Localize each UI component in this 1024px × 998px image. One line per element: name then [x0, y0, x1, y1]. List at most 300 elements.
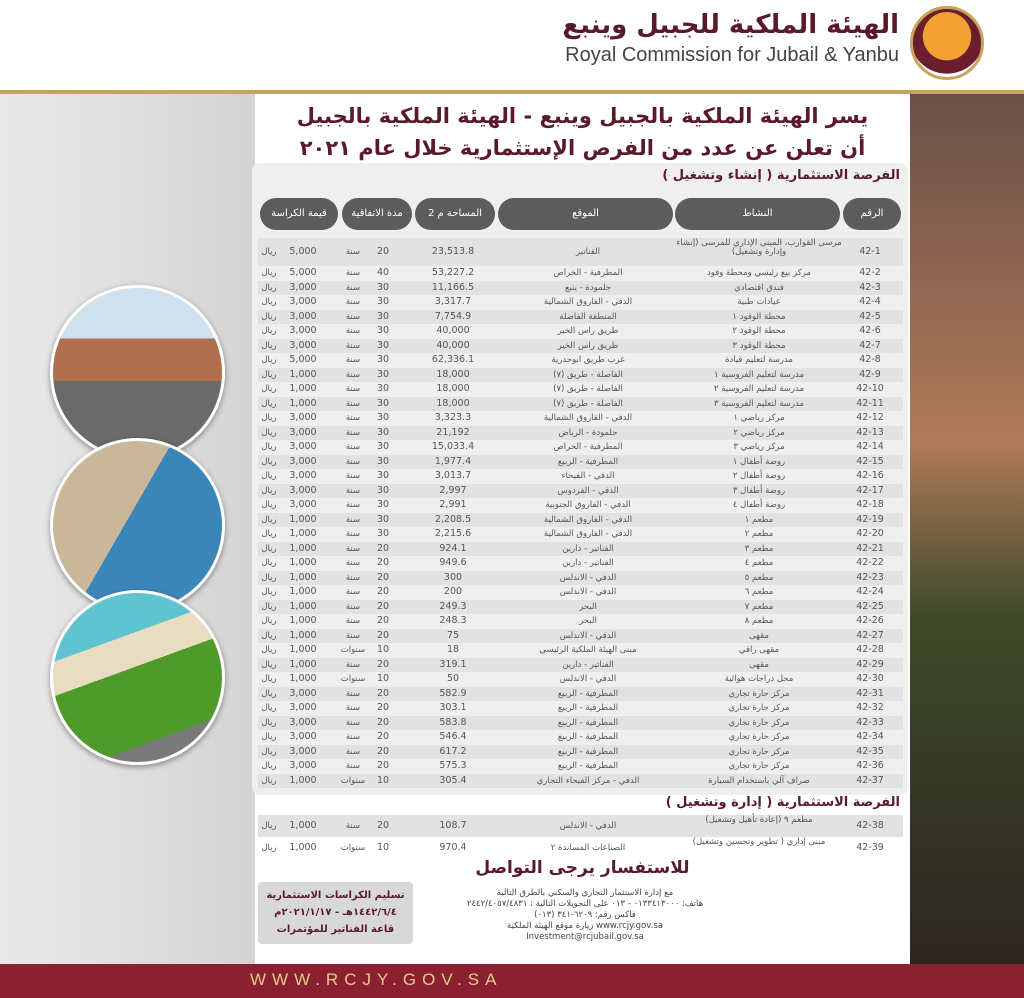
row-price: 3,000: [289, 484, 317, 496]
row-price: 3,000: [289, 499, 317, 510]
row-price: 3,000: [289, 281, 317, 293]
row-location: الدفي - الفردوس: [557, 485, 619, 496]
row-duration-unit: سنة: [345, 442, 361, 452]
table-row: [258, 426, 903, 441]
row-price: 3,000: [289, 731, 317, 742]
row-price: 3,000: [289, 687, 317, 699]
row-duration: 20: [376, 760, 390, 771]
table-row: [258, 585, 903, 600]
row-price: 1,000: [289, 673, 317, 684]
row-activity: مبنى إداري ( تطوير وتحسين وتشغيل): [692, 837, 826, 847]
row-duration-unit: سنة: [345, 413, 361, 423]
row-price: 3,000: [289, 310, 317, 322]
row-number: 42-25: [856, 600, 884, 612]
row-number: 42-7: [859, 339, 881, 351]
announcement-subtitle: أن تعلن عن عدد من الفرص الإستثمارية خلال عام ٢٠٢١: [299, 136, 866, 160]
row-duration-unit: سنة: [345, 355, 361, 365]
row-price: 3,000: [289, 339, 317, 351]
row-price: 3,000: [289, 716, 317, 728]
row-activity: محطة الوقود ١: [732, 311, 786, 322]
table-row: [258, 815, 903, 837]
row-duration: 40: [376, 267, 390, 278]
row-duration: 30: [376, 412, 390, 423]
row-activity: مطعم ٥: [744, 572, 774, 583]
row-currency: ريال: [261, 369, 277, 380]
row-area: 18: [446, 644, 460, 655]
row-number: 42-18: [856, 499, 884, 510]
table-row: [258, 672, 903, 687]
row-activity: مطعم ٨: [744, 616, 774, 626]
column-header-duration: مدة الاتفاقية: [342, 198, 412, 230]
row-area: 617.2: [439, 745, 467, 757]
row-price: 5,000: [289, 267, 317, 278]
row-location: غرب طريق ابوحدرية: [551, 355, 625, 365]
row-location: الدفي - الاندلس: [559, 587, 617, 597]
table-row: [258, 774, 903, 789]
row-location: طريق راس الخير: [557, 326, 619, 336]
table-row: [258, 745, 903, 760]
row-area: 546.4: [439, 731, 467, 742]
row-duration-unit: سنة: [345, 616, 361, 626]
row-activity: مركز حارة تجاري: [728, 717, 790, 728]
row-duration-unit: سنة: [345, 398, 361, 409]
row-currency: ريال: [261, 601, 277, 612]
photo-city-intersection: [50, 285, 225, 460]
row-duration-unit: سنوات: [340, 843, 366, 853]
row-currency: ريال: [261, 500, 277, 510]
row-price: 1,000: [289, 557, 317, 568]
row-duration-unit: سنة: [345, 746, 361, 757]
table-row: [258, 295, 903, 310]
row-area: 303.1: [439, 702, 467, 713]
row-number: 42-39: [856, 842, 884, 853]
org-name-english: Royal Commission for Jubail & Yanbu: [565, 44, 899, 66]
row-duration: 10: [376, 842, 390, 853]
row-currency: ريال: [261, 247, 277, 257]
row-location: المطرفية - الربيع: [557, 761, 619, 771]
column-header-activity: النشاط: [675, 198, 840, 230]
row-duration: 30: [376, 513, 390, 525]
row-duration: 20: [376, 600, 390, 612]
row-location: الدفي - الفيحاء: [561, 471, 615, 481]
row-activity: مركز حارة تجاري: [728, 703, 790, 713]
row-number: 42-36: [856, 760, 884, 771]
row-duration: 10: [376, 673, 390, 684]
row-number: 42-9: [859, 368, 881, 380]
row-area: 2,991: [439, 499, 467, 510]
row-number: 42-24: [856, 586, 884, 597]
row-price: 1,000: [289, 542, 317, 554]
row-area: 11,166.5: [431, 281, 475, 293]
row-price: 1,000: [289, 397, 317, 409]
table-row: [258, 266, 903, 281]
row-activity: مطعم ٣: [744, 543, 774, 554]
row-duration: 30: [376, 499, 390, 510]
row-price: 3,000: [289, 470, 317, 481]
row-duration: 20: [376, 658, 390, 670]
row-duration: 30: [376, 383, 390, 394]
row-duration-unit: سنة: [345, 311, 361, 322]
row-duration: 30: [376, 470, 390, 481]
row-activity: مقهى راقي: [738, 645, 780, 655]
row-price: 3,000: [289, 455, 317, 467]
section-build-operate-title: الفرصة الاستثمارية ( إنشاء وتشغيل ): [662, 168, 900, 183]
row-area: 40,000: [436, 325, 470, 336]
table-row: [258, 571, 903, 586]
table-row: [258, 643, 903, 658]
row-area: 18,000: [436, 383, 470, 394]
table-row: [258, 716, 903, 731]
row-currency: ريال: [261, 427, 277, 438]
row-duration: 30: [376, 455, 390, 467]
row-duration: 20: [376, 615, 390, 626]
row-currency: ريال: [261, 761, 277, 771]
row-area: 3,317.7: [434, 296, 472, 307]
row-area: 18,000: [436, 368, 470, 380]
contact-website[interactable]: www.rcjy.gov.sa زيارة موقع الهيئة الملكية: [507, 921, 663, 931]
row-location: الفناتير: [575, 247, 601, 257]
table-row: [258, 614, 903, 629]
row-number: 42-10: [856, 383, 884, 394]
row-location: المطرفية - الربيع: [557, 746, 619, 757]
row-area: 319.1: [439, 658, 467, 670]
row-duration: 30: [376, 310, 390, 322]
row-price: 1,000: [289, 658, 317, 670]
row-location: البحر: [579, 601, 597, 612]
row-number: 42-37: [856, 774, 884, 786]
row-number: 42-20: [856, 528, 884, 539]
row-currency: ريال: [261, 514, 277, 525]
row-duration: 20: [376, 731, 390, 742]
row-location: المطرفية - الربيع: [557, 732, 619, 742]
row-activity: مدرسة لتعليم الفروسية ٢: [713, 384, 805, 394]
row-number: 42-26: [856, 615, 884, 626]
table-row: [258, 440, 903, 455]
row-duration: 30: [376, 484, 390, 496]
row-duration: 20: [376, 586, 390, 597]
row-number: 42-1: [859, 246, 881, 257]
row-duration-unit: سنة: [345, 821, 361, 831]
row-activity: عيادات طبية: [737, 297, 781, 307]
row-currency: ريال: [261, 442, 277, 452]
row-area: 3,323.3: [434, 412, 472, 423]
row-currency: ريال: [261, 543, 277, 554]
row-currency: ريال: [261, 746, 277, 757]
row-currency: ريال: [261, 843, 277, 853]
footer-bar: [0, 964, 1024, 998]
row-duration-unit: سنة: [345, 703, 361, 713]
row-duration: 30: [376, 426, 390, 438]
row-duration-unit: سنة: [345, 268, 361, 278]
row-location: الدفي - الفاروق الشمالية: [543, 514, 633, 525]
row-activity: محل دراجات هوائية: [724, 674, 794, 684]
row-currency: ريال: [261, 311, 277, 322]
row-location: الدفي - الاندلس: [559, 674, 617, 684]
table-row: [258, 238, 903, 266]
contact-phone: هاتف: ٠١٣٣٤١٣٠٠٠ - ٠١٣ على التحويلات التالية : ٢٤٤٢/٤٠٥٧/٤٨٣١: [466, 899, 704, 909]
org-name-arabic: الهيئة الملكية للجبيل وينبع: [562, 10, 899, 40]
footer-website-link[interactable]: WWW.RCJY.GOV.SA: [250, 970, 503, 989]
column-header-area: المساحة م 2: [415, 198, 495, 230]
row-price: 1,000: [289, 528, 317, 539]
row-location: المطرفية - الربيع: [557, 717, 619, 728]
row-price: 3,000: [289, 426, 317, 438]
row-duration: 20: [376, 629, 390, 641]
row-location: الدفي - الاندلس: [559, 630, 617, 641]
table-row: [258, 629, 903, 644]
row-area: 249.3: [439, 600, 467, 612]
row-duration: 30: [376, 368, 390, 380]
table-row: [258, 658, 903, 673]
row-activity: صراف آلي باستخدام السيارة: [708, 775, 810, 786]
row-price: 5,000: [289, 354, 317, 365]
row-number: 42-23: [856, 571, 884, 583]
row-activity: روضة أطفال ١: [732, 456, 786, 467]
row-area: 40,000: [436, 339, 470, 351]
row-number: 42-31: [856, 687, 884, 699]
row-area: 924.1: [439, 542, 467, 554]
row-location: الفاصلة - طريق (٧): [553, 369, 623, 380]
table-row: [258, 324, 903, 339]
row-area: 583.8: [439, 716, 467, 728]
row-activity: مطعم ٩ (إعادة تأهيل وتشغيل): [705, 815, 813, 825]
row-area: 7,754.9: [434, 310, 472, 322]
contact-title: للاستفسار يرجى التواصل: [475, 858, 690, 878]
row-duration: 10: [376, 774, 390, 786]
row-location: الدفي - الفاروق الشمالية: [543, 413, 633, 423]
row-activity: مدرسة لتعليم قيادة: [725, 355, 793, 365]
row-area: 949.6: [439, 557, 467, 568]
row-activity: مركز حارة تجاري: [728, 746, 790, 757]
row-duration-unit: سنة: [345, 369, 361, 380]
row-activity: محطة الوقود ٢: [732, 326, 786, 336]
row-currency: ريال: [261, 775, 277, 786]
row-activity: مطعم ٦: [744, 587, 774, 597]
row-location: الفناتير - دارين: [562, 543, 614, 554]
row-currency: ريال: [261, 471, 277, 481]
announcement-title: يسر الهيئة الملكية بالجبيل وينبع - الهيئة الملكية بالجبيل: [296, 104, 869, 128]
table-row: [258, 687, 903, 702]
contact-info: [440, 888, 730, 943]
row-duration-unit: سنة: [345, 384, 361, 394]
row-number: 42-2: [859, 267, 881, 278]
table-row: [258, 542, 903, 557]
row-duration-unit: سنة: [345, 340, 361, 351]
row-price: 3,000: [289, 702, 317, 713]
row-price: 3,000: [289, 760, 317, 771]
row-currency: ريال: [261, 384, 277, 394]
row-number: 42-13: [856, 426, 884, 438]
row-area: 305.4: [439, 774, 467, 786]
delivery-date: ١٤٤٢/٦/٤هـ - ٢٠٢١/١/١٧م: [274, 907, 397, 918]
row-number: 42-27: [856, 629, 884, 641]
column-header-location: الموقع: [498, 198, 673, 230]
row-currency: ريال: [261, 732, 277, 742]
row-number: 42-8: [859, 354, 881, 365]
row-duration: 30: [376, 528, 390, 539]
row-number: 42-29: [856, 658, 884, 670]
row-number: 42-11: [856, 397, 884, 409]
row-activity: مدرسة لتعليم الفروسية ٣: [713, 398, 805, 409]
table-row: [258, 527, 903, 542]
row-location: الدفي - الفاروق الشمالية: [543, 297, 633, 307]
row-location: الدفي - الفاروق الشمالية: [543, 529, 633, 539]
row-price: 1,000: [289, 586, 317, 597]
row-location: المطرفية - الخراص: [553, 268, 623, 278]
row-currency: ريال: [261, 659, 277, 670]
row-location: البحر: [579, 616, 597, 626]
row-activity: مركز حارة تجاري: [728, 732, 790, 742]
row-currency: ريال: [261, 398, 277, 409]
row-activity: فندق اقتصادي: [734, 282, 784, 293]
row-duration-unit: سنة: [345, 717, 361, 728]
row-price: 1,000: [289, 600, 317, 612]
row-price: 1,000: [289, 615, 317, 626]
row-duration: 30: [376, 296, 390, 307]
row-area: 50: [446, 673, 460, 684]
row-area: 248.3: [439, 615, 467, 626]
row-price: 3,000: [289, 745, 317, 757]
table-row: [258, 353, 903, 368]
row-number: 42-30: [856, 673, 884, 684]
row-duration-unit: سنة: [345, 529, 361, 539]
row-duration-unit: سنة: [345, 659, 361, 670]
row-currency: ريال: [261, 456, 277, 467]
row-number: 42-14: [856, 441, 884, 452]
row-activity: مقهى: [749, 659, 769, 670]
table-row: [258, 281, 903, 296]
row-area: 2,215.6: [434, 528, 472, 539]
row-duration-unit: سنة: [345, 732, 361, 742]
row-price: 1,000: [289, 513, 317, 525]
column-header-number: الرقم: [843, 198, 901, 230]
row-duration: 30: [376, 281, 390, 293]
row-duration-unit: سنة: [345, 485, 361, 496]
row-price: 1,000: [289, 820, 317, 831]
row-duration: 20: [376, 716, 390, 728]
row-area: 15,033.4: [431, 441, 475, 452]
delivery-place: قاعة الفناتير للمؤتمرات: [276, 924, 395, 935]
row-activity: روضة أطفال ٤: [732, 500, 786, 510]
row-area: 3,013.7: [434, 470, 472, 481]
row-price: 3,000: [289, 441, 317, 452]
row-duration: 20: [376, 542, 390, 554]
row-currency: ريال: [261, 703, 277, 713]
row-number: 42-17: [856, 484, 884, 496]
row-duration-unit: سنة: [345, 247, 361, 257]
row-currency: ريال: [261, 572, 277, 583]
row-area: 2,997: [439, 484, 467, 496]
row-currency: ريال: [261, 282, 277, 293]
row-location: المطرفية - الربيع: [557, 703, 619, 713]
row-area: 2,208.5: [434, 513, 472, 525]
row-activity: مطعم ٢: [744, 529, 774, 539]
row-duration: 30: [376, 441, 390, 452]
row-price: 3,000: [289, 296, 317, 307]
row-area: 108.7: [439, 820, 467, 831]
contact-email[interactable]: Investment@rcjubail.gov.sa: [526, 932, 644, 942]
contact-line: مع إدارة الاستثمار التجاري والسكني بالطرق التالية: [496, 888, 674, 898]
row-location: طريق راس الخير: [557, 340, 619, 351]
row-area: 575.3: [439, 760, 467, 771]
row-activity: مركز حارة تجاري: [728, 761, 790, 771]
row-price: 1,000: [289, 842, 317, 853]
row-duration: 30: [376, 354, 390, 365]
row-area: 18,000: [436, 397, 470, 409]
row-number: 42-38: [856, 820, 884, 831]
table-row: [258, 701, 903, 716]
row-currency: ريال: [261, 268, 277, 278]
table-row: [258, 368, 903, 383]
row-duration-unit: سنوات: [340, 645, 366, 655]
table-row: [258, 411, 903, 426]
row-duration-unit: سنة: [345, 587, 361, 597]
row-currency: ريال: [261, 645, 277, 655]
row-location: المطرفية - الخراص: [553, 442, 623, 452]
table-row: [258, 837, 903, 859]
row-currency: ريال: [261, 674, 277, 684]
row-currency: ريال: [261, 485, 277, 496]
row-activity: مركز رياضي ١: [733, 413, 785, 423]
row-activity: مدرسة لتعليم الفروسية ١: [713, 369, 805, 380]
row-duration-unit: سنة: [345, 630, 361, 641]
row-area: 200: [443, 586, 463, 597]
row-activity: روضة أطفال ٣: [732, 485, 786, 496]
section-manage-operate-title: الفرصة الاستثمارية ( إدارة وتشغيل ): [665, 795, 900, 810]
row-currency: ريال: [261, 688, 277, 699]
row-number: 42-28: [856, 644, 884, 655]
row-location: المطرفية - الربيع: [557, 456, 619, 467]
row-location: الصناعات المساندة ٢: [550, 843, 626, 853]
table-row: [258, 759, 903, 774]
table-row: [258, 382, 903, 397]
table-row: [258, 469, 903, 484]
row-duration: 30: [376, 325, 390, 336]
row-price: 1,000: [289, 629, 317, 641]
row-duration-unit: سنة: [345, 500, 361, 510]
photo-palm-walkway: [910, 94, 1024, 964]
row-number: 42-15: [856, 455, 884, 467]
table-row: [258, 397, 903, 412]
row-price: 1,000: [289, 774, 317, 786]
row-location: الفناتير - دارين: [562, 558, 614, 568]
row-duration: 20: [376, 557, 390, 568]
row-location: الفاصلة - طريق (٧): [553, 384, 623, 394]
row-currency: ريال: [261, 340, 277, 351]
row-duration: 20: [376, 745, 390, 757]
row-area: 75: [446, 629, 460, 641]
row-price: 3,000: [289, 412, 317, 423]
row-duration: 20: [376, 571, 390, 583]
row-activity: مركز بيع رئيسي ومحطة وقود: [707, 268, 811, 278]
row-currency: ريال: [261, 355, 277, 365]
row-activity: روضة أطفال ٢: [732, 471, 786, 481]
row-price: 1,000: [289, 383, 317, 394]
row-activity: مطعم ١: [744, 514, 774, 525]
row-area: 23,513.8: [431, 246, 475, 257]
row-currency: ريال: [261, 558, 277, 568]
row-currency: ريال: [261, 821, 277, 831]
photo-beach-park: [50, 590, 225, 765]
row-number: 42-35: [856, 745, 884, 757]
row-currency: ريال: [261, 616, 277, 626]
table-row: [258, 455, 903, 470]
delivery-box: [258, 882, 413, 944]
row-activity: مقهى: [749, 630, 769, 641]
row-duration-unit: سنة: [345, 601, 361, 612]
row-price: 5,000: [289, 246, 317, 257]
row-duration-unit: سنة: [345, 471, 361, 481]
